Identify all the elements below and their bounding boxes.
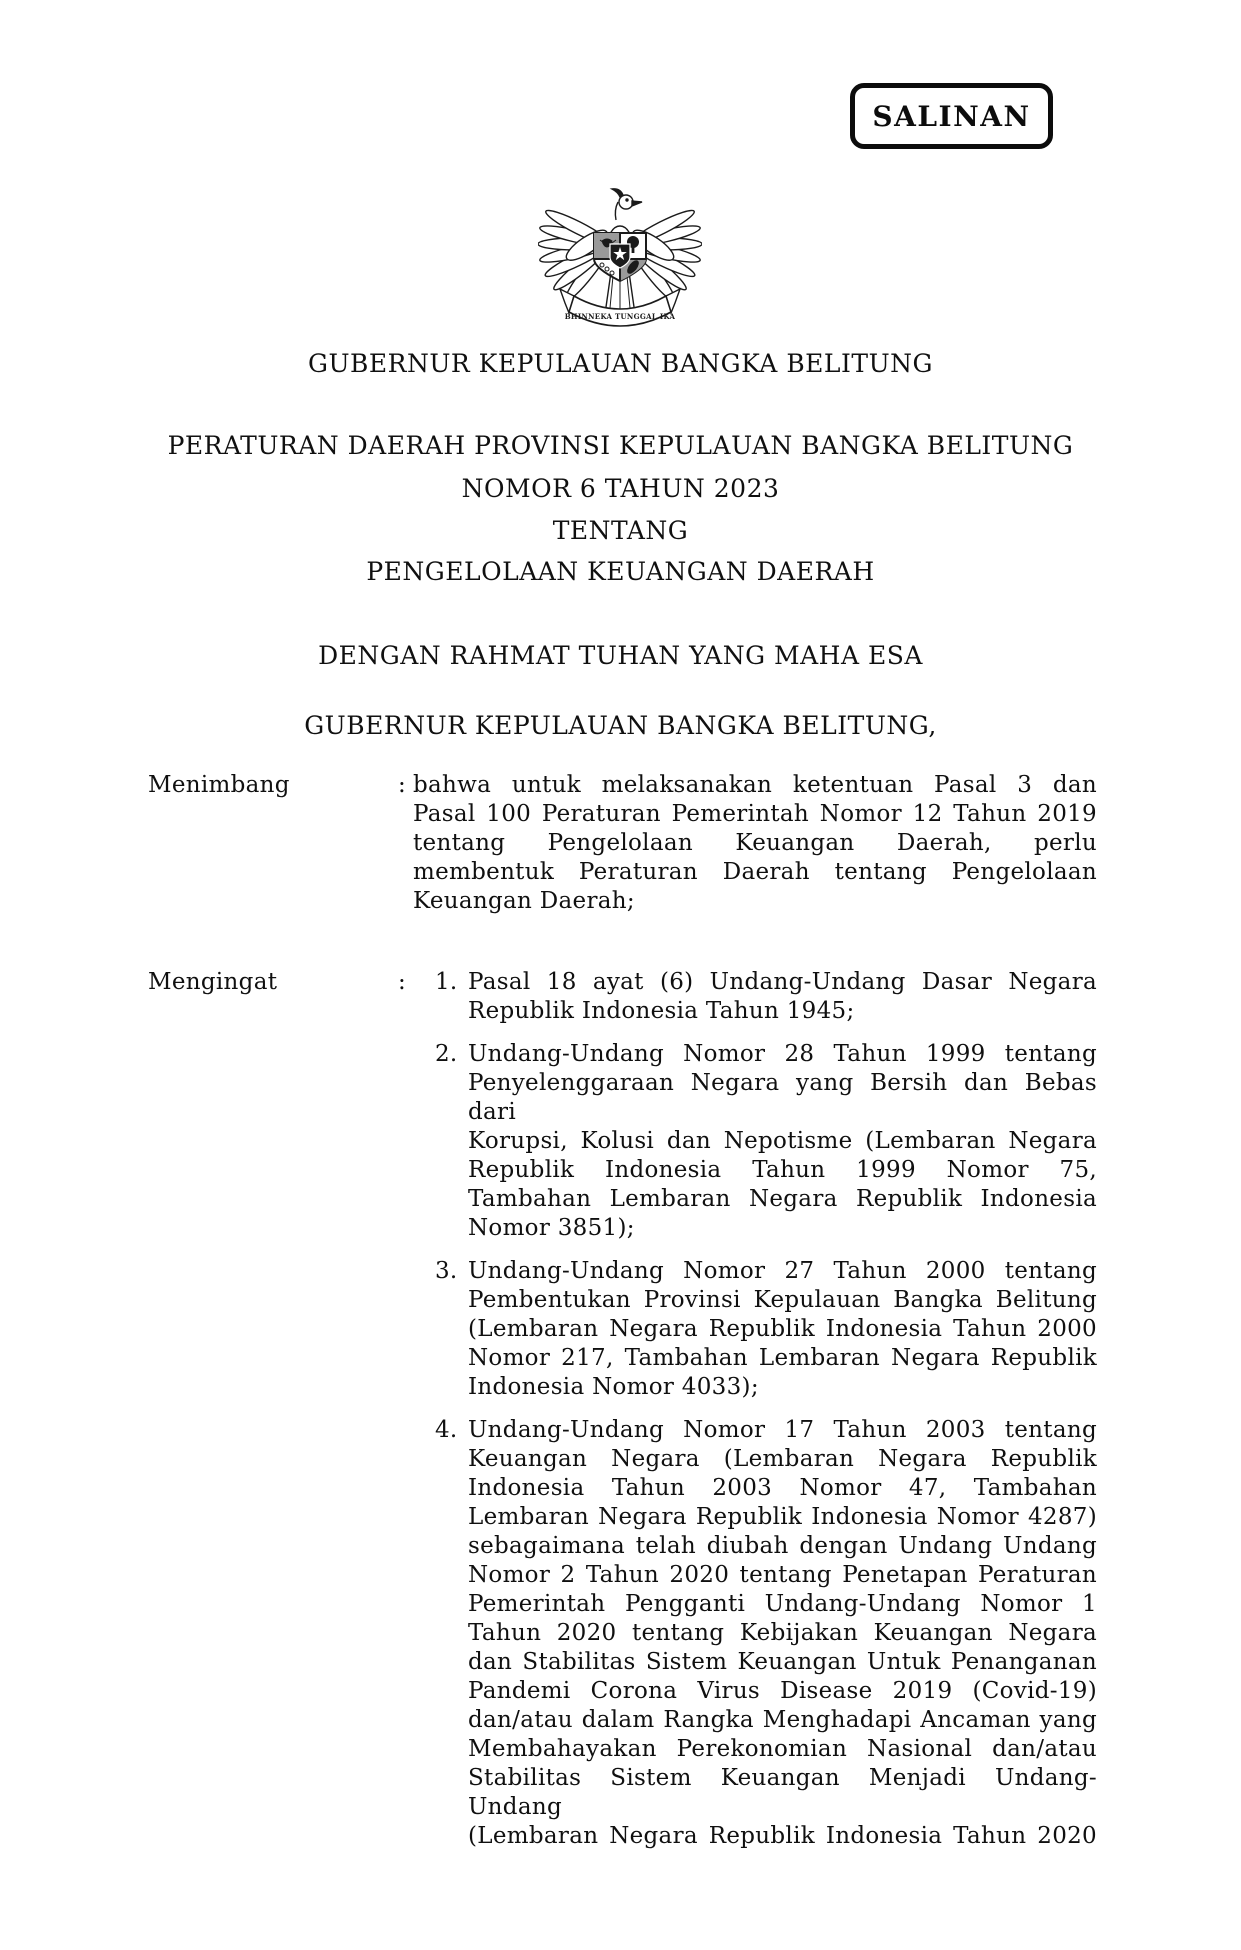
document-body: [0, 771, 1241, 1851]
text-line: Undang-Undang Nomor 27 Tahun 2000 tentang: [468, 1258, 1097, 1284]
item-number: 3.: [435, 1258, 458, 1284]
text-line: Undang-Undang Nomor 17 Tahun 2003 tentang: [468, 1417, 1097, 1443]
menimbang-colon: :: [398, 772, 407, 798]
text-line: Nomor 2 Tahun 2020 tentang Penetapan Peraturan: [468, 1562, 1097, 1588]
legal-basis-item: [435, 1040, 1097, 1243]
text-line: sebagaimana telah diubah dengan Undang Undang: [468, 1533, 1097, 1559]
text-line: Nomor 3851);: [468, 1215, 635, 1241]
text-line: Indonesia Nomor 4033);: [468, 1374, 759, 1400]
item-number: 2.: [435, 1041, 458, 1067]
text-line: Republik Indonesia Tahun 1999 Nomor 75,: [468, 1157, 1097, 1183]
text-line: Nomor 217, Tambahan Lembaran Negara Republik: [468, 1345, 1097, 1371]
about-label: TENTANG: [552, 516, 689, 545]
salinan-stamp: [850, 83, 1053, 149]
text-line: Keuangan Daerah;: [413, 888, 635, 914]
legal-basis-item: [435, 968, 1097, 1026]
item-text: [468, 1257, 1097, 1402]
text-line: tentang Pengelolaan Keuangan Daerah, perlu: [413, 830, 1097, 856]
mengingat-colon: :: [398, 969, 407, 995]
text-line: Penyelenggaraan Negara yang Bersih dan Bebas dari: [468, 1070, 1097, 1125]
text-line: Pasal 18 ayat (6) Undang-Undang Dasar Negara: [468, 969, 1097, 995]
item-text: [468, 968, 1097, 1026]
text-line: bahwa untuk melaksanakan ketentuan Pasal 3 dan: [413, 772, 1097, 798]
text-line: dan Stabilitas Sistem Keuangan Untuk Penanganan: [468, 1649, 1097, 1675]
text-line: (Lembaran Negara Republik Indonesia Tahun 2000: [468, 1316, 1097, 1342]
mengingat-list: [413, 968, 1097, 1851]
text-line: Pasal 100 Peraturan Pemerintah Nomor 12 Tahun 2019: [413, 801, 1097, 827]
text-line: Tambahan Lembaran Negara Republik Indonesia: [468, 1186, 1097, 1212]
text-line: membentuk Peraturan Daerah tentang Pengelolaan: [413, 859, 1097, 885]
garuda-pancasila-emblem: [538, 186, 702, 338]
text-line: Tahun 2020 tentang Kebijakan Keuangan Negara: [468, 1620, 1097, 1646]
text-line: Indonesia Tahun 2003 Nomor 47, Tambahan: [468, 1475, 1097, 1501]
menimbang-label: Menimbang: [148, 772, 290, 798]
text-line: Pandemi Corona Virus Disease 2019 (Covid-19): [468, 1678, 1097, 1704]
item-number: 4.: [435, 1417, 458, 1443]
invocation-line: DENGAN RAHMAT TUHAN YANG MAHA ESA: [318, 641, 923, 670]
text-line: (Lembaran Negara Republik Indonesia Tahun 2020: [468, 1823, 1097, 1849]
institution-title: GUBERNUR KEPULAUAN BANGKA BELITUNG: [307, 349, 934, 378]
pancasila-shield-icon: [594, 233, 646, 281]
menimbang-text: [413, 771, 1097, 916]
text-line: dan/atau dalam Rangka Menghadapi Ancaman yang: [468, 1707, 1097, 1733]
menimbang-section: [0, 771, 1241, 916]
motto-text: BHINNEKA TUNGGAL IKA: [564, 312, 676, 321]
text-line: Membahayakan Perekonomian Nasional dan/atau: [468, 1736, 1097, 1762]
item-text: [468, 1416, 1097, 1851]
text-line: Pembentukan Provinsi Kepulauan Bangka Belitung: [468, 1287, 1097, 1313]
regulation-title: PERATURAN DAERAH PROVINSI KEPULAUAN BANGKA BELITUNG: [167, 431, 1074, 460]
regulation-subject: PENGELOLAAN KEUANGAN DAERAH: [366, 557, 875, 586]
text-line: Keuangan Negara (Lembaran Negara Republik: [468, 1446, 1097, 1472]
text-line: Pemerintah Pengganti Undang-Undang Nomor 1: [468, 1591, 1097, 1617]
item-number: 1.: [435, 969, 458, 995]
mengingat-label: Mengingat: [148, 969, 278, 995]
text-line: Stabilitas Sistem Keuangan Menjadi Undang-Undang: [468, 1765, 1097, 1820]
legal-basis-item: [435, 1416, 1097, 1851]
item-text: [468, 1040, 1097, 1243]
text-line: Undang-Undang Nomor 28 Tahun 1999 tentang: [468, 1041, 1097, 1067]
authority-line: GUBERNUR KEPULAUAN BANGKA BELITUNG,: [304, 711, 937, 740]
regulation-number: NOMOR 6 TAHUN 2023: [461, 474, 780, 503]
legal-basis-item: [435, 1257, 1097, 1402]
text-line: Lembaran Negara Republik Indonesia Nomor 4287): [468, 1504, 1097, 1530]
mengingat-section: [0, 968, 1241, 1851]
text-line: Republik Indonesia Tahun 1945;: [468, 998, 855, 1024]
text-line: Korupsi, Kolusi dan Nepotisme (Lembaran Negara: [468, 1128, 1097, 1154]
salinan-stamp-label: SALINAN: [872, 99, 1031, 133]
